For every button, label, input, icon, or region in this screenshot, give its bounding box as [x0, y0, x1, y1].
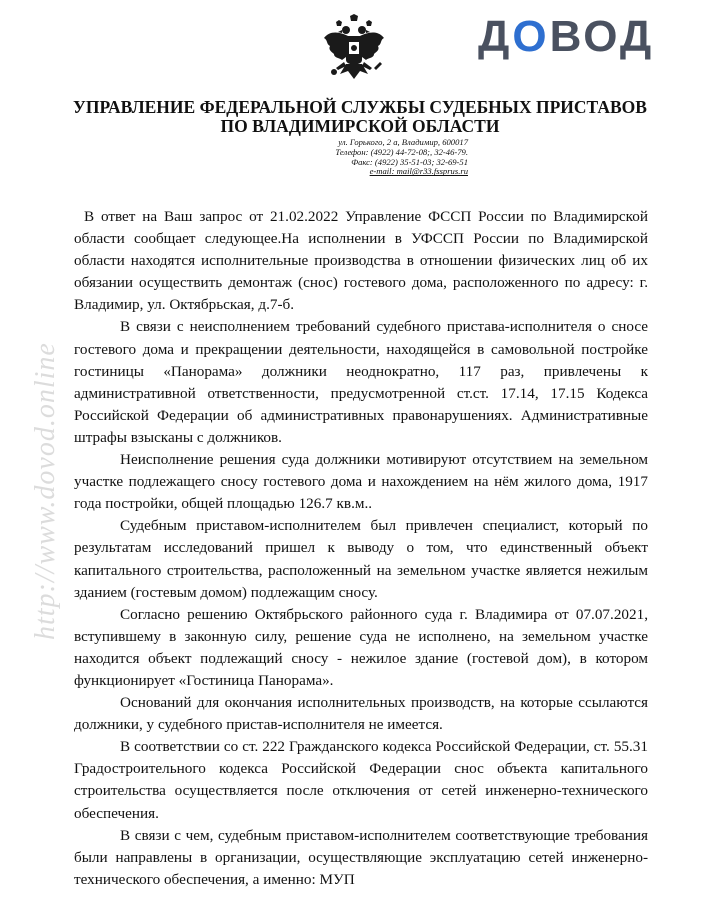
paragraph: Согласно решению Октябрьского районного суда г. Владимира от 07.07.2021, вступившему в законную силу, решение суда не исполнено, на земельном участке находится объект подлежащий сносу - нежилое здание (гостевой дом), в котором функционирует «Гостиница Панорама».: [74, 605, 648, 689]
contact-block: [268, 138, 468, 177]
coat-of-arms-emblem: [322, 14, 386, 86]
email-line: e-mail: mail@r33.fssprus.ru: [369, 166, 468, 177]
paragraph: Оснований для окончания исполнительных производств, на которые ссылаются должники, у судебного пристав-исполнителя не имеется.: [74, 694, 648, 734]
paragraph: В связи с неисполнением требований судебного пристава-исполнителя о сносе гостевого дома и прекращении деятельности, находящейся в самовольной постройке гостиницы «Панорама» должники неоднократно, 117 раз, привлечены к административной ответственности, предусмотренной ст.ст. 17.14, 17.15 Кодекса Российской Федерации об административных правонарушениях. Административные штрафы взысканы с должников.: [74, 318, 648, 446]
paragraph: В соответствии со ст. 222 Гражданского кодекса Российской Федерации, ст. 55.31 Градостроительного кодекса Российской Федерации снос объекта капитального строительства осуществляется после отключения от сетей инженерно-технического обеспечения.: [74, 738, 648, 822]
org-name-line1: УПРАВЛЕНИЕ ФЕДЕРАЛЬНОЙ СЛУЖБЫ СУДЕБНЫХ ПРИСТАВОВ: [73, 97, 647, 117]
org-name-line2: ПО ВЛАДИМИРСКОЙ ОБЛАСТИ: [220, 116, 500, 136]
paragraph: В ответ на Ваш запрос от 21.02.2022 Управление ФССП России по Владимирской области сообщает следующее.На исполнении в УФССП России по Владимирской области находятся исполнительные производства в отношении физических лиц об их обязании осуществить демонтаж (снос) гостевого дома, расположенного по адресу: г. Владимир, ул. Октябрьская, д.7-б.: [74, 208, 648, 314]
paragraph: Судебным приставом-исполнителем был привлечен специалист, который по результатам исследований пришел к выводу о том, что единственный объект капитального строительства, расположенный на земельном участке является нежилым зданием (гостевым домом) подлежащим сносу.: [74, 517, 648, 601]
letter-body: [74, 206, 648, 891]
paragraph: Неисполнение решения суда должники мотивируют отсутствием на земельном участке подлежащего сносу гостевого дома и нахождением на нём жилого дома, 1917 года постройки, общей площадью 126.7 кв.м..: [74, 451, 648, 513]
fax-line: Факс: (4922) 35-51-03; 32-69-51: [351, 156, 468, 167]
dovod-logo: ДОВОД: [478, 12, 655, 61]
watermark-url: http://www.dovod.online: [30, 342, 61, 640]
phone-line: Телефон: (4922) 44-72-08;, 32-46-79.: [335, 146, 468, 157]
paragraph: В связи с чем, судебным приставом-исполнителем соответствующие требования были направлены в организации, осуществляющие эксплуатацию сетей инженерно-технического обеспечения, а именно: МУП: [74, 826, 648, 888]
organization-name: [0, 98, 720, 136]
address-line: ул. Горького, 2 а, Владимир, 600017: [338, 137, 468, 147]
